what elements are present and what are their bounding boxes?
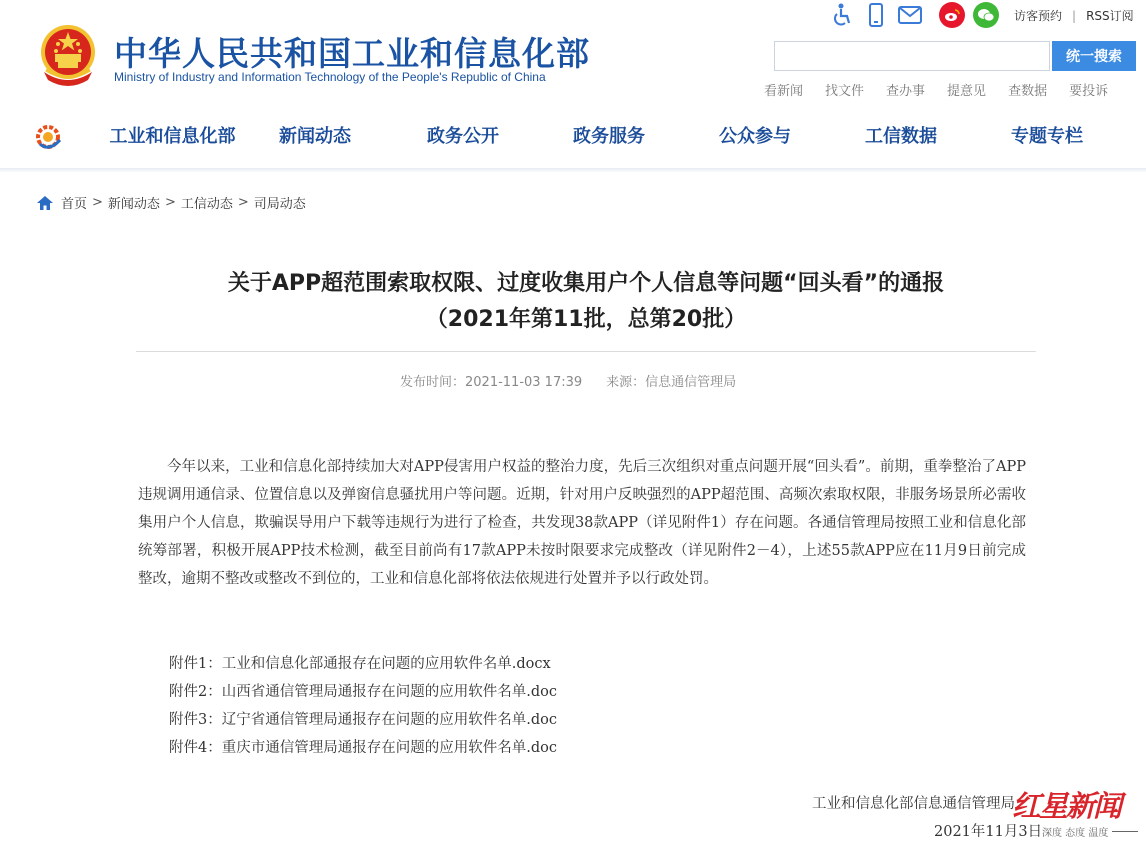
quick-link-services[interactable]: 查办事 [886, 84, 926, 99]
title-divider [136, 351, 1036, 352]
quick-links [764, 80, 1108, 99]
quick-link-data[interactable]: 查数据 [1008, 84, 1048, 99]
attachment-link-3[interactable]: 附件3：辽宁省通信管理局通报存在问题的应用软件名单.doc [169, 712, 557, 728]
article-title: 关于APP超范围索取权限、过度收集用户个人信息等问题“回头看”的通报 [227, 271, 945, 296]
watermark-line [1112, 831, 1138, 832]
nav-divider [0, 168, 1146, 172]
attachment-link-2[interactable]: 附件2：山西省通信管理局通报存在问题的应用软件名单.doc [169, 684, 557, 700]
quick-link-feedback[interactable]: 提意见 [947, 84, 987, 99]
breadcrumb-news[interactable]: 新闻动态 [107, 197, 160, 212]
watermark-logo: 红星新闻 [1012, 789, 1121, 823]
breadcrumb-home[interactable]: 首页 [61, 197, 88, 212]
article-meta [400, 371, 736, 390]
signature-org: 工业和信息化部信息通信管理局 [812, 796, 1015, 812]
mobile-icon[interactable] [862, 2, 890, 28]
accessibility-icon[interactable] [828, 2, 856, 28]
article-source: 来源：信息通信管理局 [606, 375, 737, 390]
watermark-tagline: 深度 态度 温度 [1042, 828, 1109, 839]
nav-item-gov-services[interactable]: 政务服务 [573, 126, 645, 147]
top-icon-bar [828, 2, 1006, 28]
wechat-icon[interactable] [972, 2, 1000, 28]
nav-item-public[interactable]: 公众参与 [719, 126, 791, 147]
attachment-link-1[interactable]: 附件1：工业和信息化部通报存在问题的应用软件名单.docx [169, 656, 551, 672]
breadcrumb-separator: > [237, 195, 249, 210]
rss-link[interactable]: RSS订阅 [1086, 9, 1134, 23]
nav-item-news[interactable]: 新闻动态 [279, 126, 351, 147]
breadcrumb-bureau-news[interactable]: 司局动态 [253, 197, 306, 212]
quick-link-complaint[interactable]: 要投诉 [1069, 84, 1109, 99]
mail-icon[interactable] [896, 2, 924, 28]
breadcrumb-separator: > [92, 195, 103, 210]
nav-item-miit[interactable]: 工业和信息化部 [109, 126, 236, 147]
quick-link-news[interactable]: 看新闻 [764, 84, 804, 99]
breadcrumb [36, 193, 306, 212]
top-links: 访客预约 | RSS订阅 [1014, 9, 1134, 23]
national-emblem-icon [36, 22, 100, 88]
ministry-logo-icon[interactable] [34, 124, 64, 150]
signature-date: 2021年11月3日 [934, 824, 1043, 840]
quick-link-files[interactable]: 找文件 [825, 84, 865, 99]
nav-item-topics[interactable]: 专题专栏 [1011, 126, 1083, 147]
site-subtitle: Ministry of Industry and Information Technology of the People's Republic of China [114, 70, 546, 84]
article-body: 今年以来，工业和信息化部持续加大对APP侵害用户权益的整治力度，先后三次组织对重点问题开展“回头看”。前期，重拳整治了APP违规调用通信录、位置信息以及弹窗信息骚扰用户等问题。近期，针对用户反映强烈的APP超范围、高频次索取权限，非服务场景所必需收集用户个人信息，欺骗误导用户下载等违规行为进行了检查，共发现38款APP（详见附件1）存在问题。各通信管理局按照工业和信息化部统筹部署，积极开展APP技术检测，截至目前尚有17款APP未按时限要求完成整改（详见附件2－4），上述55款APP应在11月9日前完成整改，逾期不整改或整改不到位的，工业和信息化部将依法依规进行处置并予以行政处罚。 [138, 459, 1026, 587]
search-button[interactable]: 统一搜索 [1052, 41, 1136, 71]
site-title: 中华人民共和国工业和信息化部 [114, 34, 590, 73]
search-input[interactable] [774, 41, 1050, 71]
nav-item-data[interactable]: 工信数据 [865, 126, 937, 147]
weibo-icon[interactable] [938, 2, 966, 28]
main-nav [90, 112, 1146, 162]
article-subtitle: （2021年第11批，总第20批） [425, 307, 747, 332]
visitor-appointment-link[interactable]: 访客预约 [1014, 9, 1063, 23]
home-icon[interactable] [36, 195, 54, 211]
breadcrumb-industry-news[interactable]: 工信动态 [180, 197, 233, 212]
nav-item-gov-affairs[interactable]: 政务公开 [427, 126, 499, 147]
breadcrumb-separator: > [164, 195, 176, 210]
attachment-link-4[interactable]: 附件4：重庆市通信管理局通报存在问题的应用软件名单.doc [169, 740, 557, 756]
publish-time: 发布时间：2021-11-03 17:39 [400, 375, 583, 390]
